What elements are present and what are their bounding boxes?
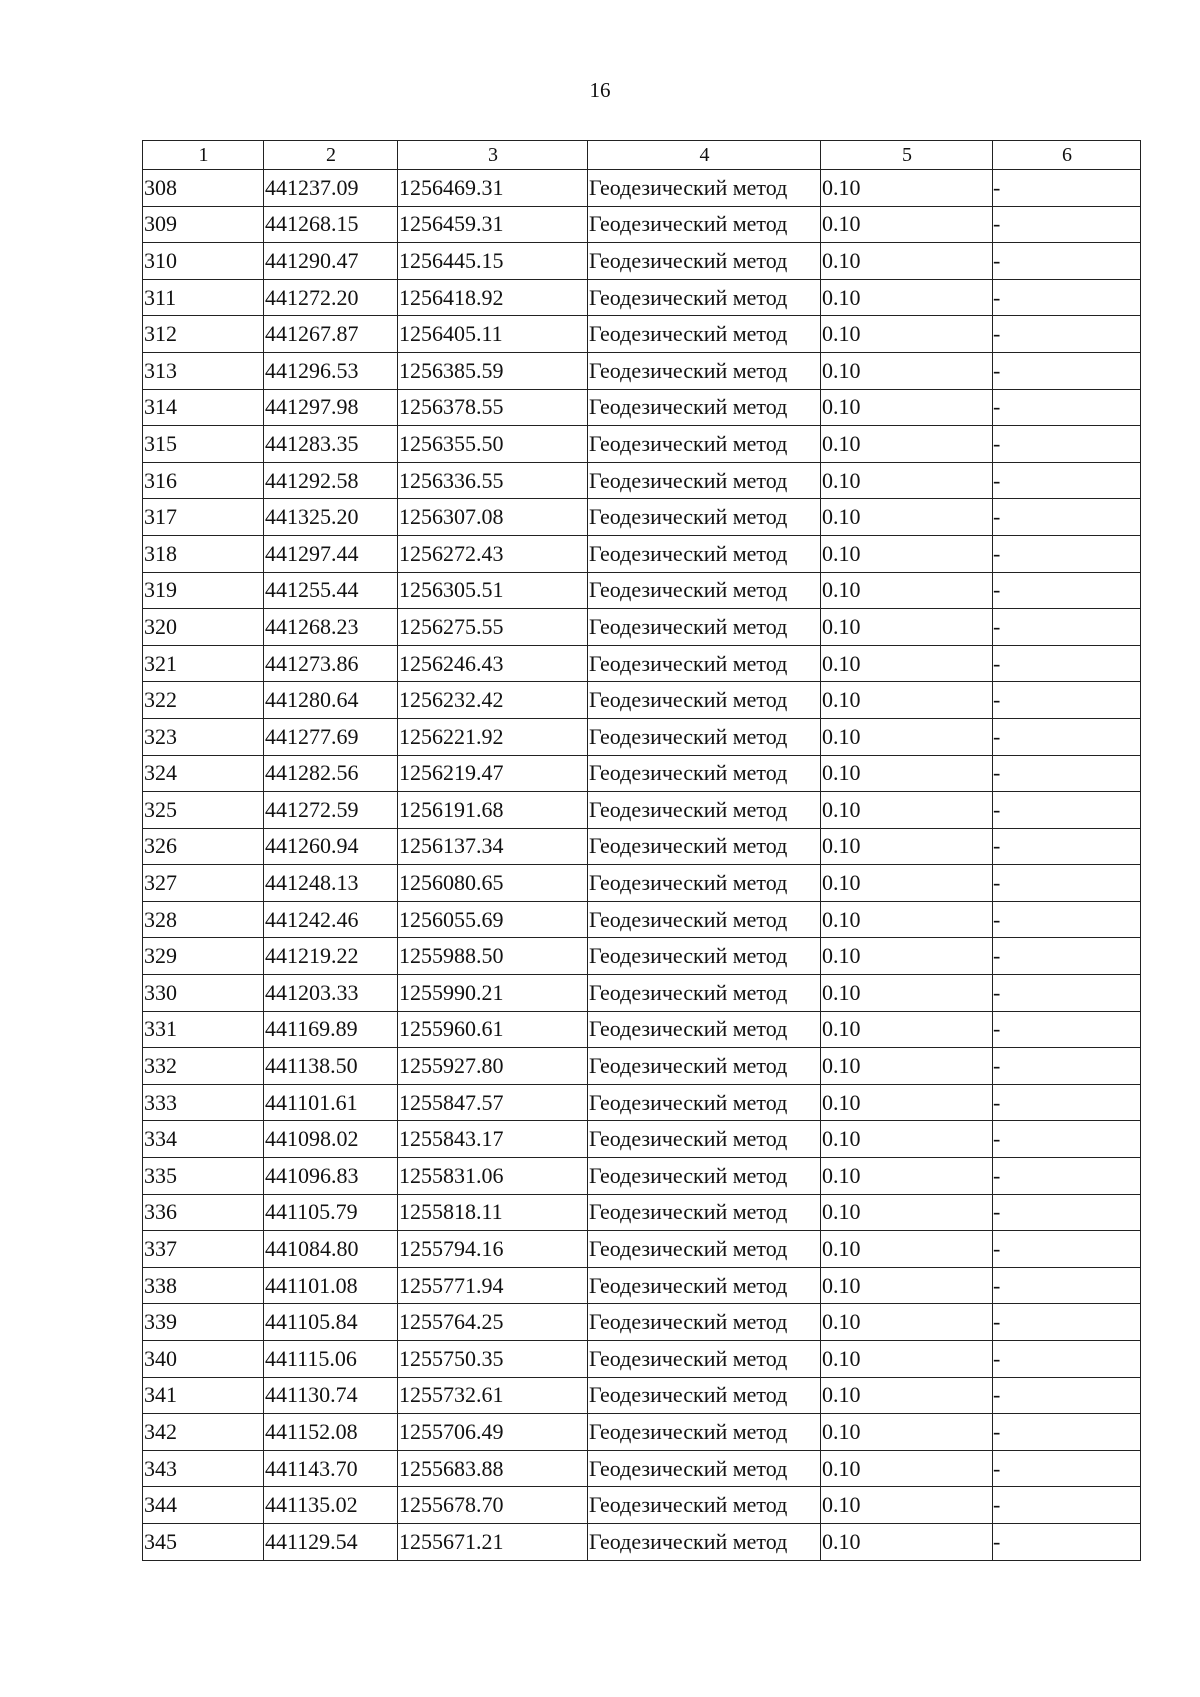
page-number: 16 <box>589 78 611 102</box>
y-coordinate-cell: 1256221.92 <box>398 718 588 755</box>
table-row <box>143 865 1141 902</box>
table-row <box>143 1450 1141 1487</box>
table-row <box>143 352 1141 389</box>
y-coordinate-cell: 1255732.61 <box>398 1377 588 1414</box>
accuracy-cell: 0.10 <box>821 975 993 1012</box>
description-cell: - <box>993 389 1141 426</box>
description-cell: - <box>993 755 1141 792</box>
description-cell: - <box>993 352 1141 389</box>
x-coordinate-cell: 441296.53 <box>264 352 398 389</box>
method-cell: Геодезический метод <box>588 1341 821 1378</box>
method-cell: Геодезический метод <box>588 206 821 243</box>
description-cell: - <box>993 1377 1141 1414</box>
x-coordinate-cell: 441129.54 <box>264 1523 398 1560</box>
description-cell: - <box>993 718 1141 755</box>
x-coordinate-cell: 441130.74 <box>264 1377 398 1414</box>
accuracy-cell: 0.10 <box>821 535 993 572</box>
point-number-cell: 330 <box>143 975 264 1012</box>
y-coordinate-cell: 1256191.68 <box>398 792 588 829</box>
y-coordinate-cell: 1255750.35 <box>398 1341 588 1378</box>
description-cell: - <box>993 792 1141 829</box>
x-coordinate-cell: 441280.64 <box>264 682 398 719</box>
y-coordinate-cell: 1256307.08 <box>398 499 588 536</box>
method-cell: Геодезический метод <box>588 865 821 902</box>
method-cell: Геодезический метод <box>588 535 821 572</box>
method-cell: Геодезический метод <box>588 755 821 792</box>
column-header: 6 <box>993 141 1141 170</box>
method-cell: Геодезический метод <box>588 1011 821 1048</box>
x-coordinate-cell: 441268.23 <box>264 609 398 646</box>
x-coordinate-cell: 441292.58 <box>264 462 398 499</box>
accuracy-cell: 0.10 <box>821 1011 993 1048</box>
x-coordinate-cell: 441325.20 <box>264 499 398 536</box>
accuracy-cell: 0.10 <box>821 1377 993 1414</box>
method-cell: Геодезический метод <box>588 975 821 1012</box>
x-coordinate-cell: 441283.35 <box>264 426 398 463</box>
y-coordinate-cell: 1256445.15 <box>398 243 588 280</box>
table-row <box>143 901 1141 938</box>
table-row <box>143 206 1141 243</box>
column-header: 1 <box>143 141 264 170</box>
method-cell: Геодезический метод <box>588 828 821 865</box>
accuracy-cell: 0.10 <box>821 718 993 755</box>
accuracy-cell: 0.10 <box>821 206 993 243</box>
accuracy-cell: 0.10 <box>821 609 993 646</box>
x-coordinate-cell: 441105.84 <box>264 1304 398 1341</box>
method-cell: Геодезический метод <box>588 1377 821 1414</box>
x-coordinate-cell: 441277.69 <box>264 718 398 755</box>
x-coordinate-cell: 441290.47 <box>264 243 398 280</box>
point-number-cell: 342 <box>143 1414 264 1451</box>
y-coordinate-cell: 1255988.50 <box>398 938 588 975</box>
method-cell: Геодезический метод <box>588 1121 821 1158</box>
y-coordinate-cell: 1255764.25 <box>398 1304 588 1341</box>
table-row <box>143 572 1141 609</box>
table-row <box>143 316 1141 353</box>
accuracy-cell: 0.10 <box>821 499 993 536</box>
y-coordinate-cell: 1255771.94 <box>398 1267 588 1304</box>
description-cell: - <box>993 1523 1141 1560</box>
accuracy-cell: 0.10 <box>821 682 993 719</box>
accuracy-cell: 0.10 <box>821 572 993 609</box>
method-cell: Геодезический метод <box>588 1267 821 1304</box>
point-number-cell: 327 <box>143 865 264 902</box>
table-row <box>143 1121 1141 1158</box>
accuracy-cell: 0.10 <box>821 901 993 938</box>
point-number-cell: 345 <box>143 1523 264 1560</box>
point-number-cell: 313 <box>143 352 264 389</box>
x-coordinate-cell: 441267.87 <box>264 316 398 353</box>
accuracy-cell: 0.10 <box>821 1414 993 1451</box>
description-cell: - <box>993 1048 1141 1085</box>
x-coordinate-cell: 441273.86 <box>264 645 398 682</box>
description-cell: - <box>993 645 1141 682</box>
method-cell: Геодезический метод <box>588 243 821 280</box>
table-row <box>143 243 1141 280</box>
x-coordinate-cell: 441255.44 <box>264 572 398 609</box>
accuracy-cell: 0.10 <box>821 938 993 975</box>
method-cell: Геодезический метод <box>588 1158 821 1195</box>
point-number-cell: 322 <box>143 682 264 719</box>
accuracy-cell: 0.10 <box>821 243 993 280</box>
description-cell: - <box>993 901 1141 938</box>
accuracy-cell: 0.10 <box>821 426 993 463</box>
coordinates-table <box>142 140 1141 1561</box>
table-body <box>143 170 1141 1561</box>
accuracy-cell: 0.10 <box>821 1267 993 1304</box>
y-coordinate-cell: 1256219.47 <box>398 755 588 792</box>
method-cell: Геодезический метод <box>588 1194 821 1231</box>
x-coordinate-cell: 441268.15 <box>264 206 398 243</box>
accuracy-cell: 0.10 <box>821 865 993 902</box>
description-cell: - <box>993 938 1141 975</box>
accuracy-cell: 0.10 <box>821 462 993 499</box>
description-cell: - <box>993 1341 1141 1378</box>
y-coordinate-cell: 1255671.21 <box>398 1523 588 1560</box>
x-coordinate-cell: 441152.08 <box>264 1414 398 1451</box>
description-cell: - <box>993 975 1141 1012</box>
table-row <box>143 1341 1141 1378</box>
description-cell: - <box>993 1121 1141 1158</box>
y-coordinate-cell: 1256469.31 <box>398 170 588 207</box>
table-row <box>143 1377 1141 1414</box>
table-row <box>143 426 1141 463</box>
point-number-cell: 339 <box>143 1304 264 1341</box>
column-header: 2 <box>264 141 398 170</box>
y-coordinate-cell: 1255843.17 <box>398 1121 588 1158</box>
accuracy-cell: 0.10 <box>821 1194 993 1231</box>
description-cell: - <box>993 1487 1141 1524</box>
description-cell: - <box>993 462 1141 499</box>
point-number-cell: 324 <box>143 755 264 792</box>
x-coordinate-cell: 441169.89 <box>264 1011 398 1048</box>
point-number-cell: 335 <box>143 1158 264 1195</box>
y-coordinate-cell: 1256272.43 <box>398 535 588 572</box>
accuracy-cell: 0.10 <box>821 792 993 829</box>
method-cell: Геодезический метод <box>588 1523 821 1560</box>
column-header: 3 <box>398 141 588 170</box>
description-cell: - <box>993 572 1141 609</box>
table-row <box>143 1048 1141 1085</box>
accuracy-cell: 0.10 <box>821 755 993 792</box>
y-coordinate-cell: 1256378.55 <box>398 389 588 426</box>
method-cell: Геодезический метод <box>588 901 821 938</box>
point-number-cell: 319 <box>143 572 264 609</box>
y-coordinate-cell: 1256336.55 <box>398 462 588 499</box>
method-cell: Геодезический метод <box>588 170 821 207</box>
method-cell: Геодезический метод <box>588 1048 821 1085</box>
point-number-cell: 336 <box>143 1194 264 1231</box>
table-row <box>143 1523 1141 1560</box>
accuracy-cell: 0.10 <box>821 828 993 865</box>
method-cell: Геодезический метод <box>588 352 821 389</box>
point-number-cell: 340 <box>143 1341 264 1378</box>
column-header: 5 <box>821 141 993 170</box>
description-cell: - <box>993 865 1141 902</box>
y-coordinate-cell: 1255990.21 <box>398 975 588 1012</box>
description-cell: - <box>993 316 1141 353</box>
point-number-cell: 337 <box>143 1231 264 1268</box>
accuracy-cell: 0.10 <box>821 1487 993 1524</box>
y-coordinate-cell: 1256055.69 <box>398 901 588 938</box>
method-cell: Геодезический метод <box>588 1487 821 1524</box>
table-row <box>143 535 1141 572</box>
x-coordinate-cell: 441297.44 <box>264 535 398 572</box>
table-row <box>143 938 1141 975</box>
x-coordinate-cell: 441084.80 <box>264 1231 398 1268</box>
method-cell: Геодезический метод <box>588 1414 821 1451</box>
description-cell: - <box>993 828 1141 865</box>
x-coordinate-cell: 441260.94 <box>264 828 398 865</box>
table-header-row <box>143 141 1141 170</box>
table-row <box>143 1304 1141 1341</box>
description-cell: - <box>993 1084 1141 1121</box>
description-cell: - <box>993 243 1141 280</box>
point-number-cell: 333 <box>143 1084 264 1121</box>
table-row <box>143 828 1141 865</box>
description-cell: - <box>993 1414 1141 1451</box>
method-cell: Геодезический метод <box>588 1231 821 1268</box>
point-number-cell: 312 <box>143 316 264 353</box>
description-cell: - <box>993 279 1141 316</box>
y-coordinate-cell: 1256305.51 <box>398 572 588 609</box>
method-cell: Геодезический метод <box>588 499 821 536</box>
column-header: 4 <box>588 141 821 170</box>
description-cell: - <box>993 206 1141 243</box>
method-cell: Геодезический метод <box>588 1084 821 1121</box>
y-coordinate-cell: 1255678.70 <box>398 1487 588 1524</box>
x-coordinate-cell: 441098.02 <box>264 1121 398 1158</box>
description-cell: - <box>993 1304 1141 1341</box>
table-row <box>143 1267 1141 1304</box>
method-cell: Геодезический метод <box>588 682 821 719</box>
description-cell: - <box>993 170 1141 207</box>
point-number-cell: 309 <box>143 206 264 243</box>
x-coordinate-cell: 441282.56 <box>264 755 398 792</box>
table-row <box>143 389 1141 426</box>
method-cell: Геодезический метод <box>588 1304 821 1341</box>
x-coordinate-cell: 441143.70 <box>264 1450 398 1487</box>
description-cell: - <box>993 1194 1141 1231</box>
table-row <box>143 499 1141 536</box>
point-number-cell: 315 <box>143 426 264 463</box>
description-cell: - <box>993 1231 1141 1268</box>
x-coordinate-cell: 441138.50 <box>264 1048 398 1085</box>
table-row <box>143 170 1141 207</box>
point-number-cell: 323 <box>143 718 264 755</box>
accuracy-cell: 0.10 <box>821 1158 993 1195</box>
y-coordinate-cell: 1256232.42 <box>398 682 588 719</box>
x-coordinate-cell: 441101.08 <box>264 1267 398 1304</box>
method-cell: Геодезический метод <box>588 718 821 755</box>
method-cell: Геодезический метод <box>588 316 821 353</box>
accuracy-cell: 0.10 <box>821 170 993 207</box>
table-row <box>143 975 1141 1012</box>
point-number-cell: 314 <box>143 389 264 426</box>
point-number-cell: 329 <box>143 938 264 975</box>
method-cell: Геодезический метод <box>588 1450 821 1487</box>
method-cell: Геодезический метод <box>588 609 821 646</box>
description-cell: - <box>993 499 1141 536</box>
point-number-cell: 344 <box>143 1487 264 1524</box>
point-number-cell: 317 <box>143 499 264 536</box>
x-coordinate-cell: 441135.02 <box>264 1487 398 1524</box>
y-coordinate-cell: 1255683.88 <box>398 1450 588 1487</box>
method-cell: Геодезический метод <box>588 792 821 829</box>
point-number-cell: 334 <box>143 1121 264 1158</box>
y-coordinate-cell: 1256275.55 <box>398 609 588 646</box>
table-row <box>143 279 1141 316</box>
description-cell: - <box>993 1158 1141 1195</box>
accuracy-cell: 0.10 <box>821 1121 993 1158</box>
table-row <box>143 1011 1141 1048</box>
point-number-cell: 308 <box>143 170 264 207</box>
description-cell: - <box>993 535 1141 572</box>
x-coordinate-cell: 441297.98 <box>264 389 398 426</box>
point-number-cell: 326 <box>143 828 264 865</box>
description-cell: - <box>993 1450 1141 1487</box>
table-row <box>143 718 1141 755</box>
table-row <box>143 682 1141 719</box>
x-coordinate-cell: 441101.61 <box>264 1084 398 1121</box>
table-row <box>143 1158 1141 1195</box>
table-row <box>143 755 1141 792</box>
y-coordinate-cell: 1256385.59 <box>398 352 588 389</box>
x-coordinate-cell: 441219.22 <box>264 938 398 975</box>
accuracy-cell: 0.10 <box>821 316 993 353</box>
accuracy-cell: 0.10 <box>821 1231 993 1268</box>
method-cell: Геодезический метод <box>588 389 821 426</box>
y-coordinate-cell: 1255831.06 <box>398 1158 588 1195</box>
accuracy-cell: 0.10 <box>821 1048 993 1085</box>
x-coordinate-cell: 441242.46 <box>264 901 398 938</box>
y-coordinate-cell: 1256355.50 <box>398 426 588 463</box>
table-row <box>143 1194 1141 1231</box>
table-row <box>143 1231 1141 1268</box>
accuracy-cell: 0.10 <box>821 1341 993 1378</box>
accuracy-cell: 0.10 <box>821 1084 993 1121</box>
y-coordinate-cell: 1255847.57 <box>398 1084 588 1121</box>
y-coordinate-cell: 1255818.11 <box>398 1194 588 1231</box>
description-cell: - <box>993 426 1141 463</box>
x-coordinate-cell: 441203.33 <box>264 975 398 1012</box>
description-cell: - <box>993 1011 1141 1048</box>
accuracy-cell: 0.10 <box>821 352 993 389</box>
x-coordinate-cell: 441237.09 <box>264 170 398 207</box>
point-number-cell: 320 <box>143 609 264 646</box>
description-cell: - <box>993 1267 1141 1304</box>
point-number-cell: 325 <box>143 792 264 829</box>
y-coordinate-cell: 1256405.11 <box>398 316 588 353</box>
method-cell: Геодезический метод <box>588 426 821 463</box>
point-number-cell: 321 <box>143 645 264 682</box>
accuracy-cell: 0.10 <box>821 279 993 316</box>
description-cell: - <box>993 682 1141 719</box>
x-coordinate-cell: 441272.59 <box>264 792 398 829</box>
x-coordinate-cell: 441096.83 <box>264 1158 398 1195</box>
point-number-cell: 343 <box>143 1450 264 1487</box>
table-row <box>143 1487 1141 1524</box>
method-cell: Геодезический метод <box>588 279 821 316</box>
x-coordinate-cell: 441105.79 <box>264 1194 398 1231</box>
method-cell: Геодезический метод <box>588 938 821 975</box>
table-row <box>143 609 1141 646</box>
description-cell: - <box>993 609 1141 646</box>
accuracy-cell: 0.10 <box>821 1523 993 1560</box>
accuracy-cell: 0.10 <box>821 1450 993 1487</box>
x-coordinate-cell: 441115.06 <box>264 1341 398 1378</box>
point-number-cell: 318 <box>143 535 264 572</box>
point-number-cell: 311 <box>143 279 264 316</box>
point-number-cell: 338 <box>143 1267 264 1304</box>
x-coordinate-cell: 441272.20 <box>264 279 398 316</box>
table-row <box>143 645 1141 682</box>
y-coordinate-cell: 1256137.34 <box>398 828 588 865</box>
method-cell: Геодезический метод <box>588 572 821 609</box>
point-number-cell: 341 <box>143 1377 264 1414</box>
x-coordinate-cell: 441248.13 <box>264 865 398 902</box>
point-number-cell: 316 <box>143 462 264 499</box>
point-number-cell: 310 <box>143 243 264 280</box>
accuracy-cell: 0.10 <box>821 645 993 682</box>
table-row <box>143 792 1141 829</box>
y-coordinate-cell: 1255960.61 <box>398 1011 588 1048</box>
y-coordinate-cell: 1256246.43 <box>398 645 588 682</box>
accuracy-cell: 0.10 <box>821 1304 993 1341</box>
y-coordinate-cell: 1255706.49 <box>398 1414 588 1451</box>
table-row <box>143 462 1141 499</box>
y-coordinate-cell: 1256459.31 <box>398 206 588 243</box>
method-cell: Геодезический метод <box>588 462 821 499</box>
point-number-cell: 332 <box>143 1048 264 1085</box>
point-number-cell: 331 <box>143 1011 264 1048</box>
y-coordinate-cell: 1256418.92 <box>398 279 588 316</box>
method-cell: Геодезический метод <box>588 645 821 682</box>
table-row <box>143 1084 1141 1121</box>
y-coordinate-cell: 1255927.80 <box>398 1048 588 1085</box>
point-number-cell: 328 <box>143 901 264 938</box>
y-coordinate-cell: 1255794.16 <box>398 1231 588 1268</box>
y-coordinate-cell: 1256080.65 <box>398 865 588 902</box>
accuracy-cell: 0.10 <box>821 389 993 426</box>
table-row <box>143 1414 1141 1451</box>
